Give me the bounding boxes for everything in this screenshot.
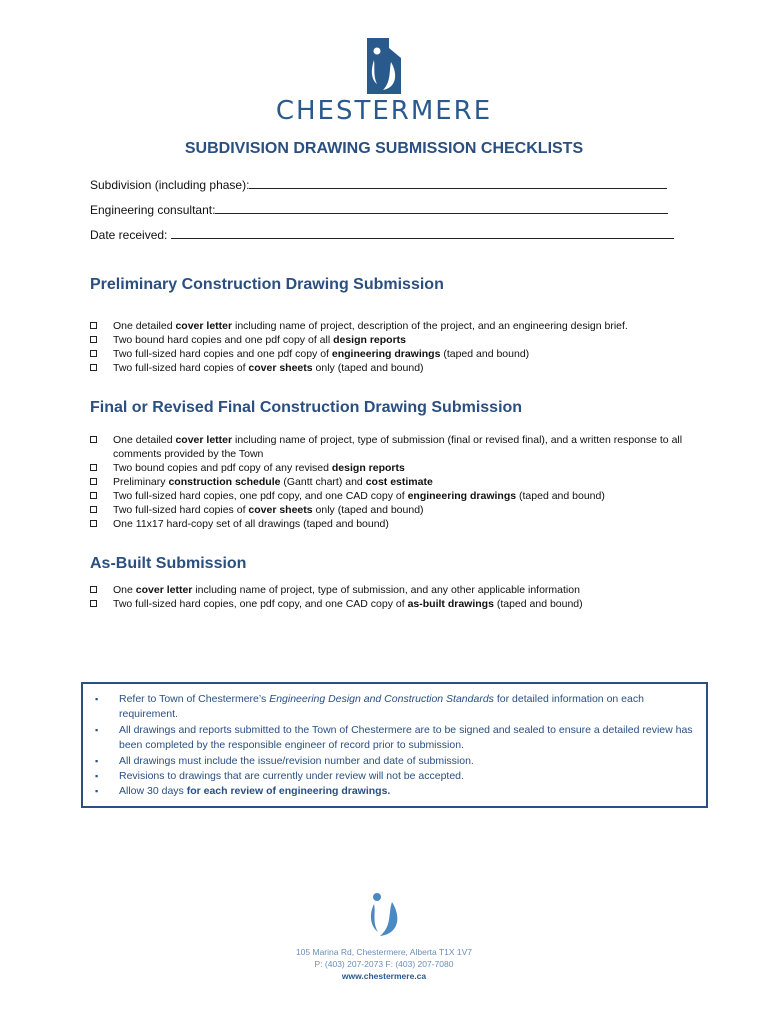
- date-received-field: [90, 226, 674, 242]
- checkbox[interactable]: [90, 478, 97, 485]
- checklist-item: One 11x17 hard-copy set of all drawings (taped and bound): [90, 517, 716, 531]
- checkbox[interactable]: [90, 600, 97, 607]
- footer: [0, 892, 768, 982]
- checklist-item: One detailed cover letter including name of project, type of submission (final or revised final), and a written response to all comments provided by the Town: [90, 433, 716, 461]
- checklist-item: Preliminary construction schedule (Gantt chart) and cost estimate: [90, 475, 716, 489]
- page-title: SUBDIVISION DRAWING SUBMISSION CHECKLISTS: [184, 140, 584, 157]
- footer-website-link[interactable]: www.chestermere.ca: [341, 971, 427, 981]
- footer-address: 105 Marina Rd, Chestermere, Alberta T1X 1V7: [295, 947, 473, 957]
- note-item: ▪ Revisions to drawings that are currently under review will not be accepted.: [119, 769, 696, 784]
- asbuilt-checklist: [90, 583, 716, 611]
- subdivision-label: Subdivision (including phase):: [90, 178, 250, 192]
- logo-wordmark: CHESTERMERE: [275, 96, 493, 126]
- checklist-item: Two full-sized hard copies of cover sheets only (taped and bound): [90, 361, 716, 375]
- preliminary-checklist: [90, 319, 716, 375]
- checkbox[interactable]: [90, 364, 97, 371]
- subdivision-field: [90, 176, 667, 192]
- date-received-label: Date received:: [90, 228, 171, 242]
- checklist-item: Two bound hard copies and one pdf copy of all design reports: [90, 333, 716, 347]
- checkbox[interactable]: [90, 492, 97, 499]
- engineering-consultant-field: [90, 201, 668, 217]
- subdivision-input[interactable]: [249, 176, 667, 189]
- chestermere-logo-icon: [365, 38, 403, 94]
- checklist-item: Two full-sized hard copies, one pdf copy, and one CAD copy of as-built drawings (taped and bound): [90, 597, 716, 611]
- checkbox[interactable]: [90, 322, 97, 329]
- preliminary-heading: Preliminary Construction Drawing Submission: [90, 276, 444, 293]
- checklist-item: One detailed cover letter including name of project, description of the project, and an engineering design brief.: [90, 319, 716, 333]
- checkbox[interactable]: [90, 350, 97, 357]
- engineering-consultant-input[interactable]: [215, 201, 668, 214]
- footer-phone: P: (403) 207-2073 F: (403) 207-7080: [314, 959, 454, 969]
- date-received-input[interactable]: [171, 226, 674, 239]
- checkbox[interactable]: [90, 336, 97, 343]
- checklist-item: Two full-sized hard copies of cover sheets only (taped and bound): [90, 503, 716, 517]
- header-logo: [0, 38, 768, 126]
- checklist-item: One cover letter including name of project, type of submission, and any other applicable information: [90, 583, 716, 597]
- checkbox[interactable]: [90, 520, 97, 527]
- note-item: ▪ Allow 30 days for each review of engineering drawings.: [119, 784, 696, 799]
- checklist-item: Two bound copies and pdf copy of any revised design reports: [90, 461, 716, 475]
- final-heading: Final or Revised Final Construction Drawing Submission: [90, 399, 523, 416]
- note-item: ▪ All drawings must include the issue/revision number and date of submission.: [119, 754, 696, 769]
- engineering-consultant-label: Engineering consultant:: [90, 203, 216, 217]
- footer-logo-icon: [366, 892, 402, 940]
- asbuilt-heading: As-Built Submission: [90, 555, 247, 572]
- note-item: ▪ All drawings and reports submitted to the Town of Chestermere are to be signed and sealed to ensure a detailed review has been completed by the responsible engineer of record prior to submission.: [119, 723, 696, 754]
- note-item: ▪ Refer to Town of Chestermere’s Engineering Design and Construction Standards for detailed information on each requirement.: [119, 692, 696, 723]
- checkbox[interactable]: [90, 436, 97, 443]
- checklist-item: Two full-sized hard copies and one pdf copy of engineering drawings (taped and bound): [90, 347, 716, 361]
- checklist-item: Two full-sized hard copies, one pdf copy, and one CAD copy of engineering drawings (taped and bound): [90, 489, 716, 503]
- checkbox[interactable]: [90, 464, 97, 471]
- notes-box: [81, 682, 708, 808]
- checkbox[interactable]: [90, 506, 97, 513]
- checkbox[interactable]: [90, 586, 97, 593]
- final-checklist: [90, 433, 716, 531]
